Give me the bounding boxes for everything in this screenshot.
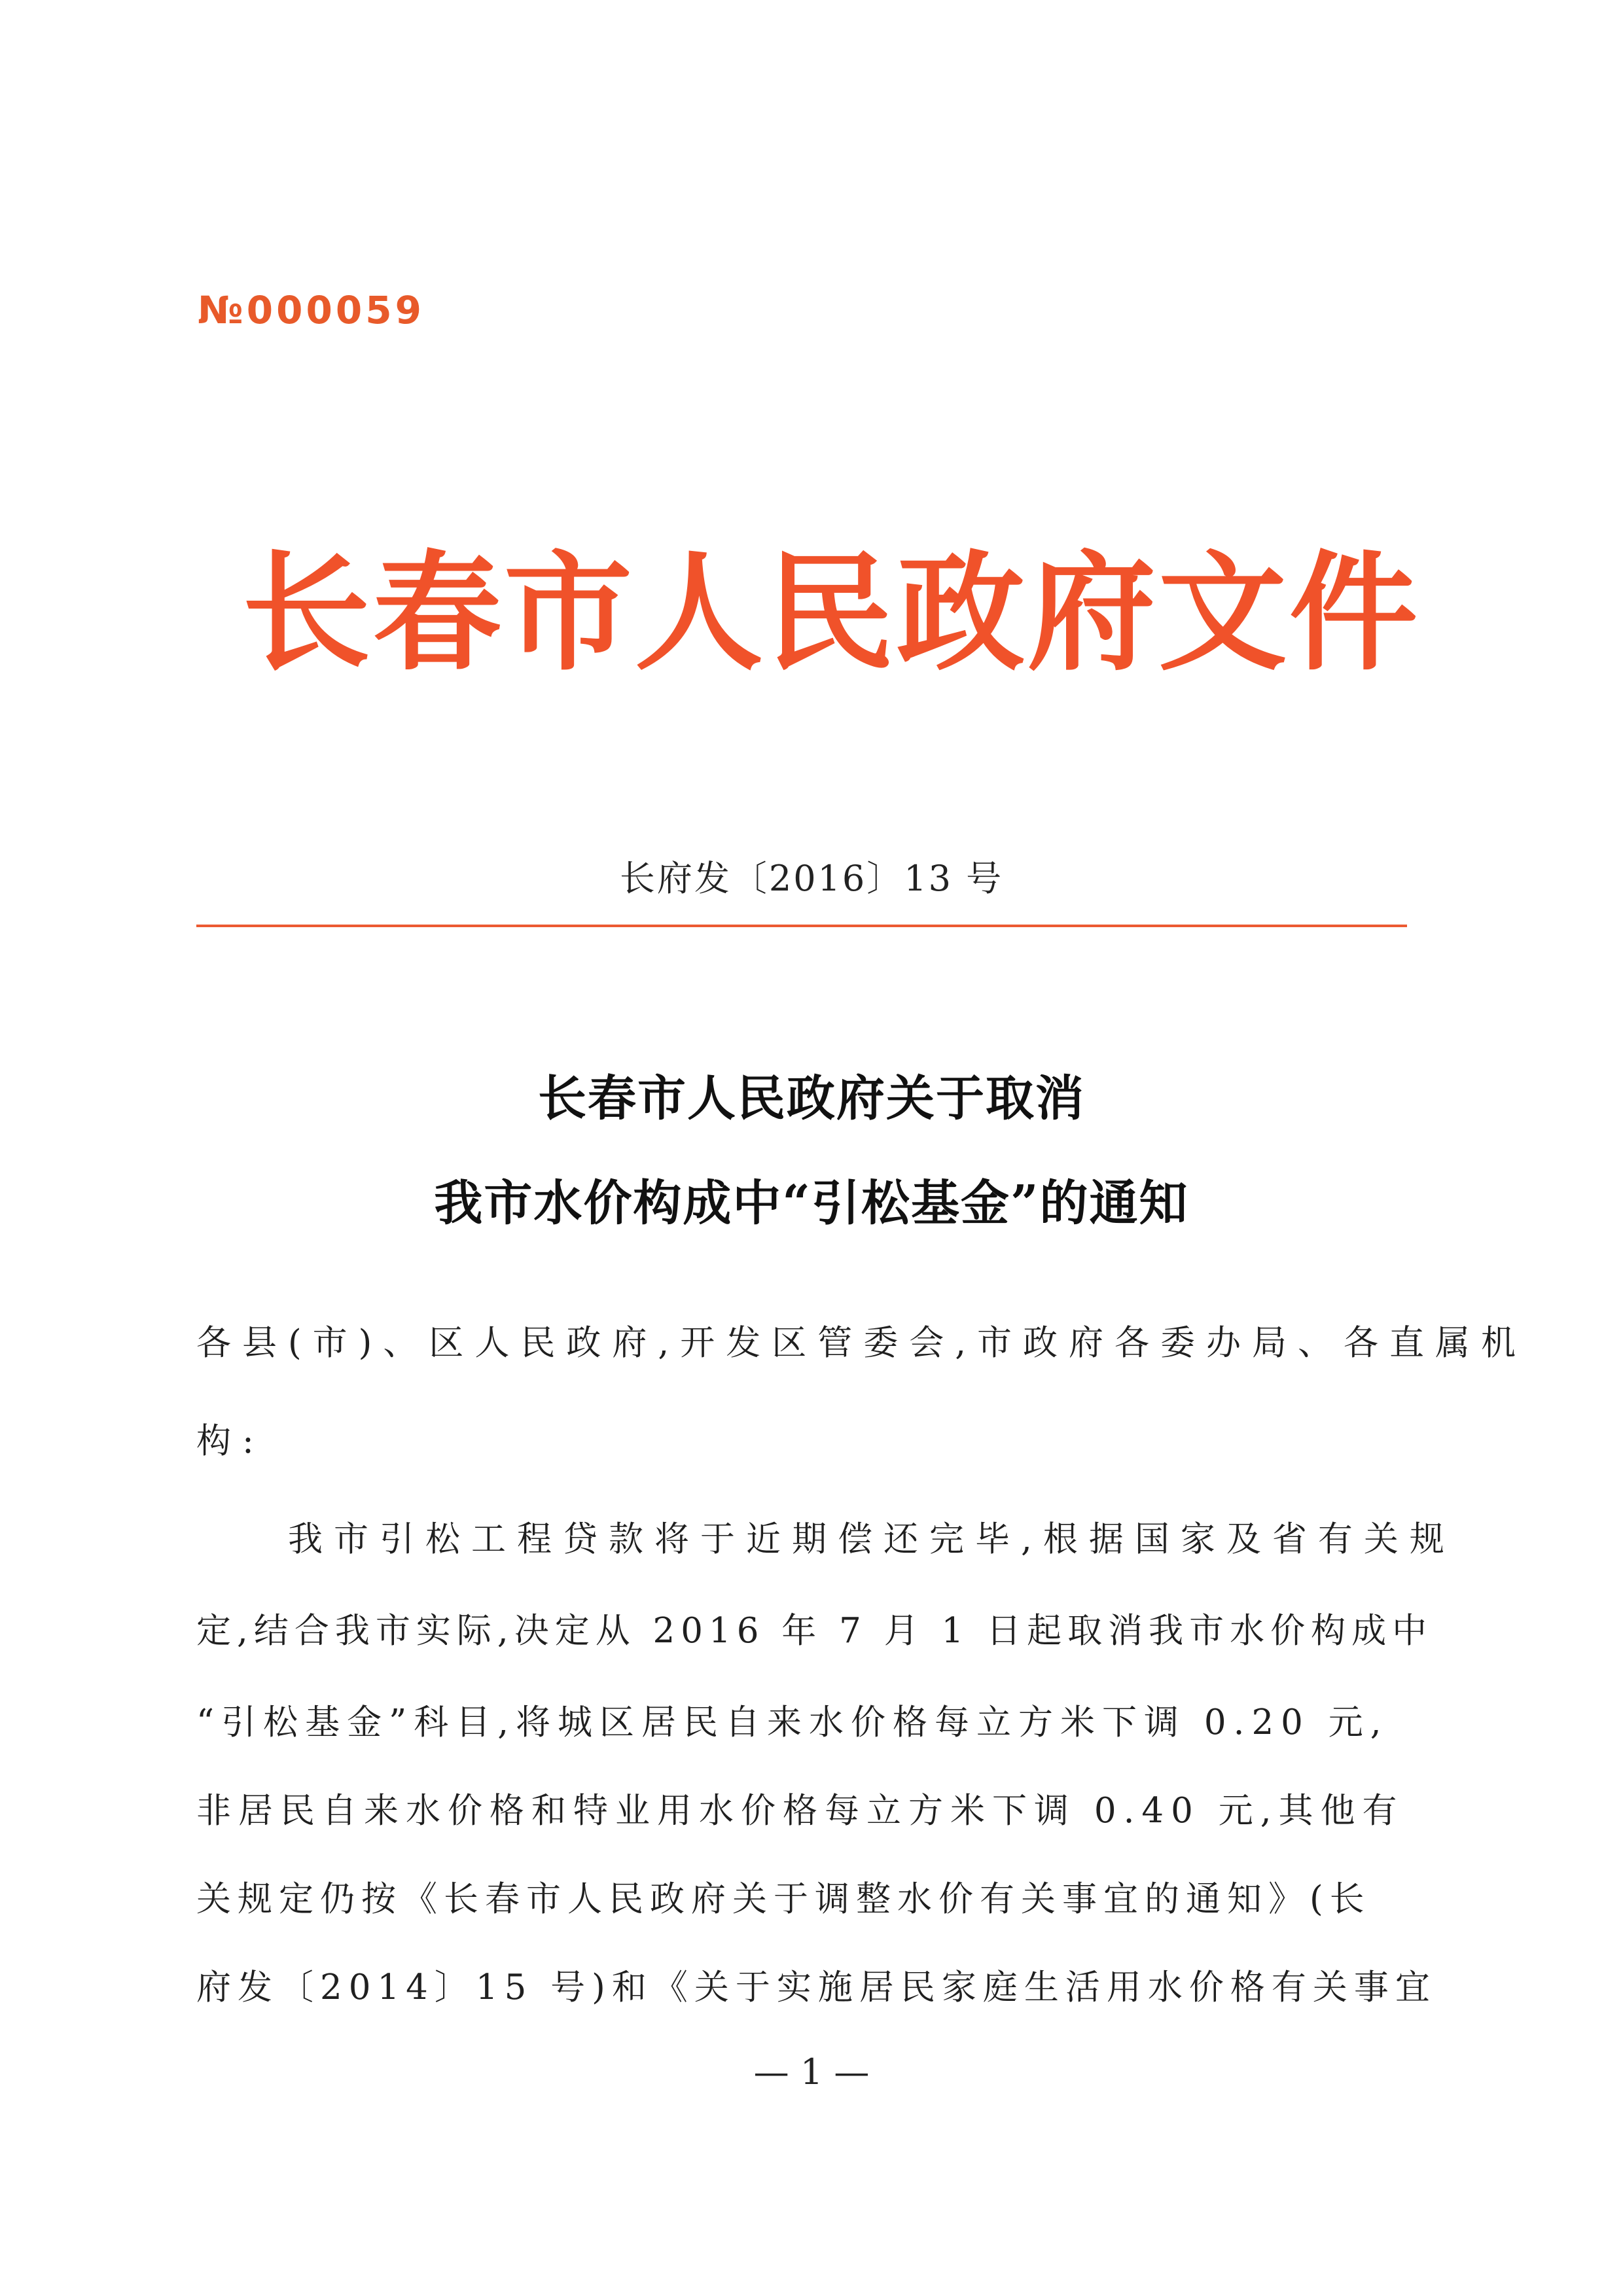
body-line: 构: [196,1421,265,1461]
document-number: 长府发〔2016〕13 号 [619,858,1004,899]
notice-title-line-1: 长春市人民政府关于取消 [538,1070,1085,1127]
body-line: 各县(市)、区人民政府,开发区管委会,市政府各委办局、各直属机 [196,1323,1527,1363]
serial-number: №000059 [198,288,425,332]
body-line: “引松基金”科目,将城区居民自来水价格每立方米下调 0.20 元, [196,1703,1389,1742]
body-line: 关规定仍按《长春市人民政府关于调整水价有关事宜的通知》(长 [196,1879,1371,1919]
body-line: 非居民自来水价格和特业用水价格每立方米下调 0.40 元,其他有 [196,1791,1404,1831]
document-masthead: 长春市人民政府文件 [242,539,1421,688]
notice-title-line-2: 我市水价构成中“引松基金”的通知 [434,1175,1189,1231]
page-number: — 1 — [753,2051,870,2093]
red-divider-line [196,925,1407,927]
body-line: 府发〔2014〕15 号)和《关于实施居民家庭生活用水价格有关事宜 [196,1968,1436,2007]
body-line: 定,结合我市实际,决定从 2016 年 7 月 1 日起取消我市水价构成中 [196,1611,1433,1651]
body-line: 我市引松工程贷款将于近期偿还完毕,根据国家及省有关规 [196,1519,1455,1559]
